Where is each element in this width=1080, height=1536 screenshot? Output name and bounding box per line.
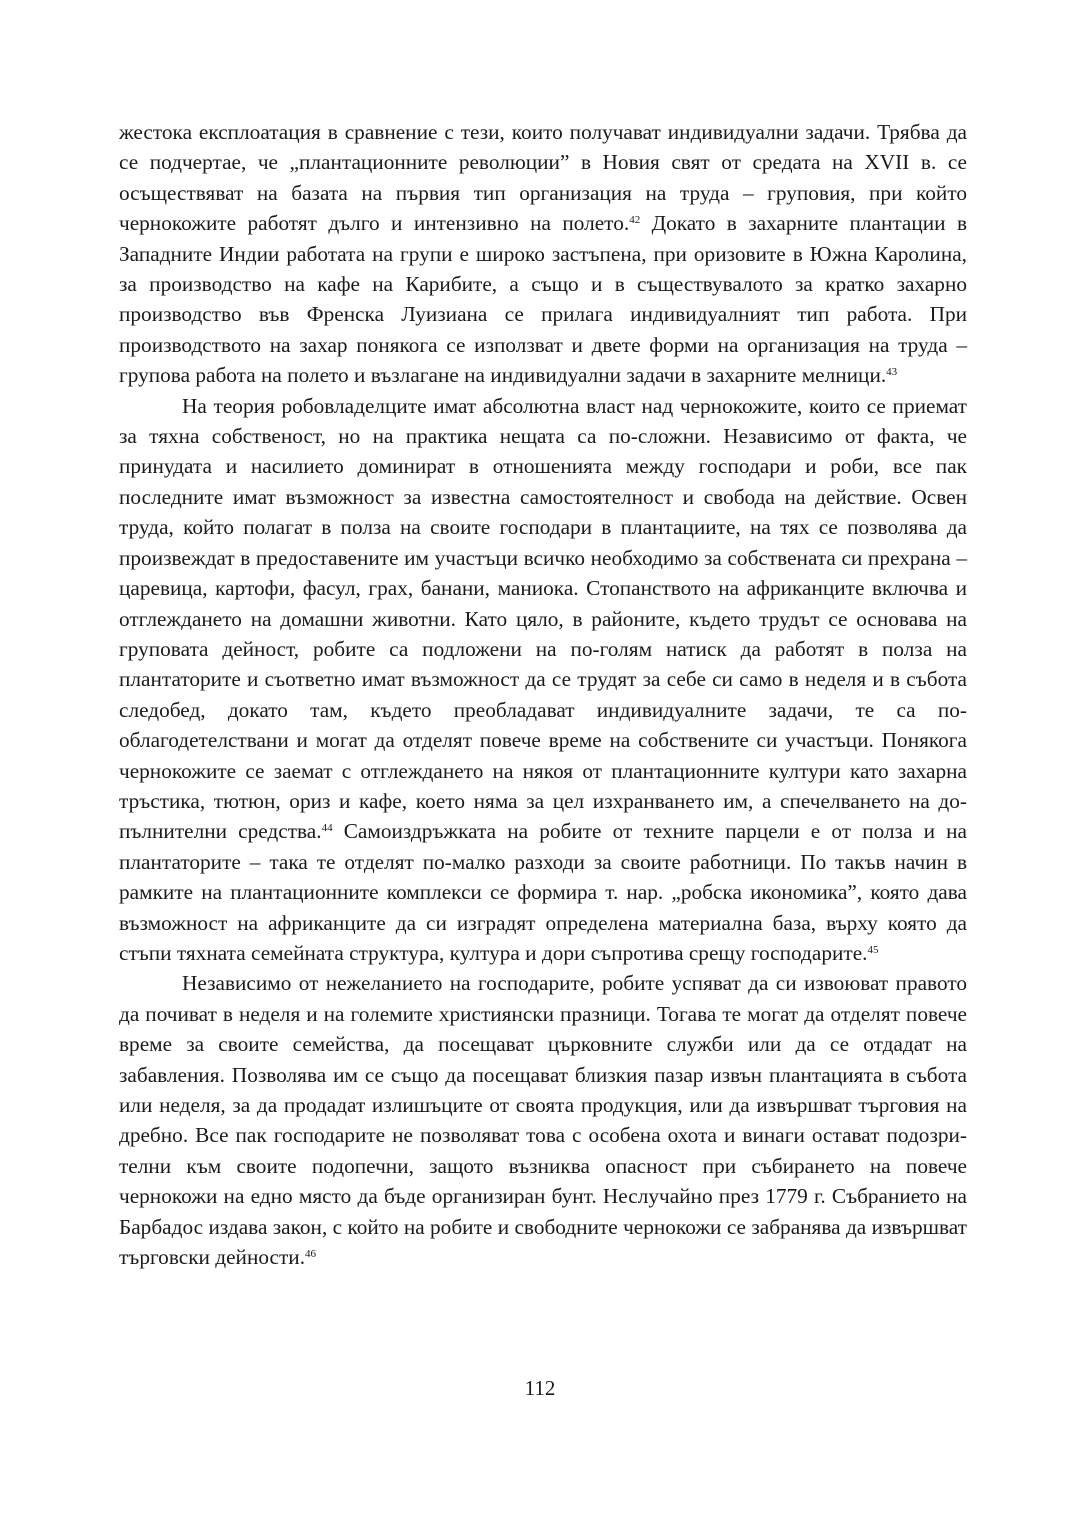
- paragraph-1: [119, 117, 967, 391]
- paragraph-1-text-1: жестока експлоатация в сравнение с тези, които получават индивидуални задачи. Трябва да се подчертае, че „плантационните революции” в Новия свят от средата на XVII в. се осъществяват на базата на първия тип организация на труда – груповия, при който чернокожите работят дълго и интензивно на полето.: [119, 120, 967, 236]
- paragraph-3: [119, 968, 967, 1272]
- paragraph-1-text-2: Докато в захарните плантации в Западните Индии работата на групи е широко застъпена, при оризовите в Южна Каролина, за производство на кафе на Карибите, а също и в съществувалото за кратко захарно производство във Френска Луизиана се прилага индивидуалният тип работа. При производството на захар понякога се използват и двете форми на организация на труда – групова работа на полето и възлагане на индивидуални задачи в захарните мелници.: [119, 211, 968, 388]
- footnote-ref-44: 44: [321, 822, 333, 835]
- paragraph-2-text-2: Самоиздръжката на робите от техните парцели е от полза и на плантаторите – така те отделят по-малко разходи за своите работници. По такъв начин в рамките на плантационните комплекси се формира т. нар. „робска икономика”, която дава възможност на африканците да си изградят определена материална база, върху която да стъпи тяхната семейната структура, култура и дори съпротива срещу господарите.: [119, 819, 967, 965]
- paragraph-2-text-1: На теория робовладелците имат абсолютна власт над чернокожите, които се приемат за тяхна собственост, но на практика нещата са по-сложни. Независимо от факта, че принудата и насилието доминират в отношенията между господари и роби, все пак последните имат възможност за известна самостоятелност и свобода на действие. Освен труда, който полагат в полза на своите господари в плантациите, на тях се позволява да произвеждат в предоставените им участъци всичко необходимо за собствената си прехрана – царевица, картофи, фасул, грах, банани, маниока. Стопанството на африканците включва и отглеждането на домашни животни. Като цяло, в районите, където трудът се основава на груповата дейност, робите са подложени на по-голям натиск да работят в полза на плантаторите и съответно имат възможност да се трудят за себе си само в неделя и в събота следобед, докато там, където преобладават индивидуалните задачи, те са по-облагодетелствани и могат да отделят повече време на собствените си участъци. Понякога чернокожите се заемат с отглеждането на някоя от плантационните култури като захарна тръстика, тютюн, ориз и кафе, което няма за цел изхранването им, а спечелването на допълнителни средства.: [119, 393, 967, 844]
- page-body: [119, 117, 967, 1272]
- paragraph-2: [119, 391, 967, 969]
- footnote-ref-46: 46: [305, 1248, 317, 1261]
- page-number: 112: [524, 1376, 556, 1400]
- footnote-ref-43: 43: [886, 366, 898, 379]
- footnote-ref-42: 42: [629, 214, 641, 227]
- footnote-ref-45: 45: [867, 944, 879, 957]
- paragraph-3-text-1: Независимо от нежеланието на господарите, робите успяват да си извоюват правото да почиват в неделя и на големите християнски празници. Тогава те могат да отделят повече време за своите семейства, да посещават църковните служби или да се отдадат на забавления. Позволява им се също да посещават близкия пазар извън плантацията в събота или неделя, за да продадат излишъците от своята продукция, или да извършват търговия на дребно. Все пак господарите не позволяват това с особена охота и винаги остават подозрителни към своите подопечни, защото възниква опасност при събирането на повече чернокожи на едно място да бъде организиран бунт. Неслучайно през 1779 г. Събранието на Барбадос издава закон, с който на робите и свободните чернокожи се забранява да извършват търговски дейности.: [119, 971, 967, 1270]
